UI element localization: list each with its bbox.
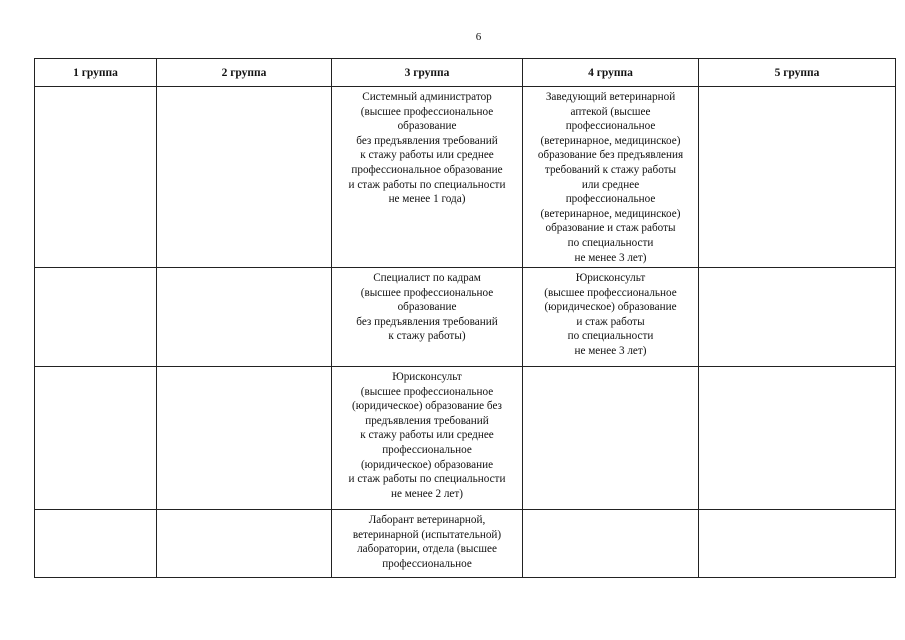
table-cell: [523, 87, 699, 268]
table-cell: [35, 87, 157, 268]
cell-text: [699, 367, 895, 370]
cell-text-legal-advisor: Юрисконсульт (высшее профессиональное (юридическое) образование и стаж работы по специальности не менее 3 лет): [544, 272, 677, 357]
cell-text: [523, 367, 698, 370]
table-cell: [35, 367, 157, 510]
page-number: 6: [475, 31, 482, 43]
cell-text-pharmacy-head: Заведующий ветеринарной аптекой (высшее профессиональное (ветеринарное, медицинское) образование без предъявления требований к стажу работы или среднее профессиональное (ветеринарное, медицинское) образование и стаж работы по специальности не менее 3 лет): [537, 91, 684, 264]
table-row: [35, 87, 896, 268]
cell-text: [35, 268, 156, 271]
cell-text: [35, 510, 156, 513]
cell-text: [699, 510, 895, 513]
cell-text-sysadmin: Системный администратор (высшее профессиональное образование без предъявления требований к стажу работы или среднее профессиональное образование и стаж работы по специальности не менее 1 года): [348, 91, 506, 206]
table-cell: [157, 268, 332, 367]
cell-text: [157, 87, 331, 90]
staff-groups-table: [34, 58, 896, 578]
table-cell: [332, 87, 523, 268]
table-row: [35, 268, 896, 367]
table-row: [35, 367, 896, 510]
cell-text: [523, 510, 698, 513]
table-cell: [523, 367, 699, 510]
table-cell: [332, 268, 523, 367]
cell-text: [157, 367, 331, 370]
table-cell: [332, 367, 523, 510]
table-cell: [35, 510, 157, 578]
table-row: [35, 510, 896, 578]
table-cell: [523, 268, 699, 367]
table-cell: [699, 87, 896, 268]
cell-text-legal-advisor: Юрисконсульт (высшее профессиональное (юридическое) образование без предъявления требований к стажу работы или среднее профессиональное (юридическое) образование и стаж работы по специальности не менее 2 лет): [348, 371, 506, 500]
table-cell: [157, 510, 332, 578]
table-cell: [523, 510, 699, 578]
cell-text-lab-assistant: Лаборант ветеринарной, ветеринарной (испытательной) лаборатории, отдела (высшее профессиональное: [352, 514, 502, 570]
cell-text: [699, 268, 895, 271]
cell-text: [35, 367, 156, 370]
header-group-5: 5 группа: [699, 59, 896, 87]
table-header-row: [35, 59, 896, 87]
cell-text-hr-specialist: Специалист по кадрам (высшее профессиональное образование без предъявления требований к стажу работы): [356, 272, 498, 343]
header-group-3: 3 группа: [332, 59, 523, 87]
cell-text: [157, 268, 331, 271]
table-cell: [157, 87, 332, 268]
table-cell: [699, 268, 896, 367]
table-cell: [157, 367, 332, 510]
cell-text: [699, 87, 895, 90]
header-group-2: 2 группа: [157, 59, 332, 87]
table-cell: [699, 510, 896, 578]
table-cell: [332, 510, 523, 578]
cell-text: [157, 510, 331, 513]
header-group-1: 1 группа: [35, 59, 157, 87]
cell-text: [35, 87, 156, 90]
table-cell: [35, 268, 157, 367]
header-group-4: 4 группа: [523, 59, 699, 87]
table-cell: [699, 367, 896, 510]
